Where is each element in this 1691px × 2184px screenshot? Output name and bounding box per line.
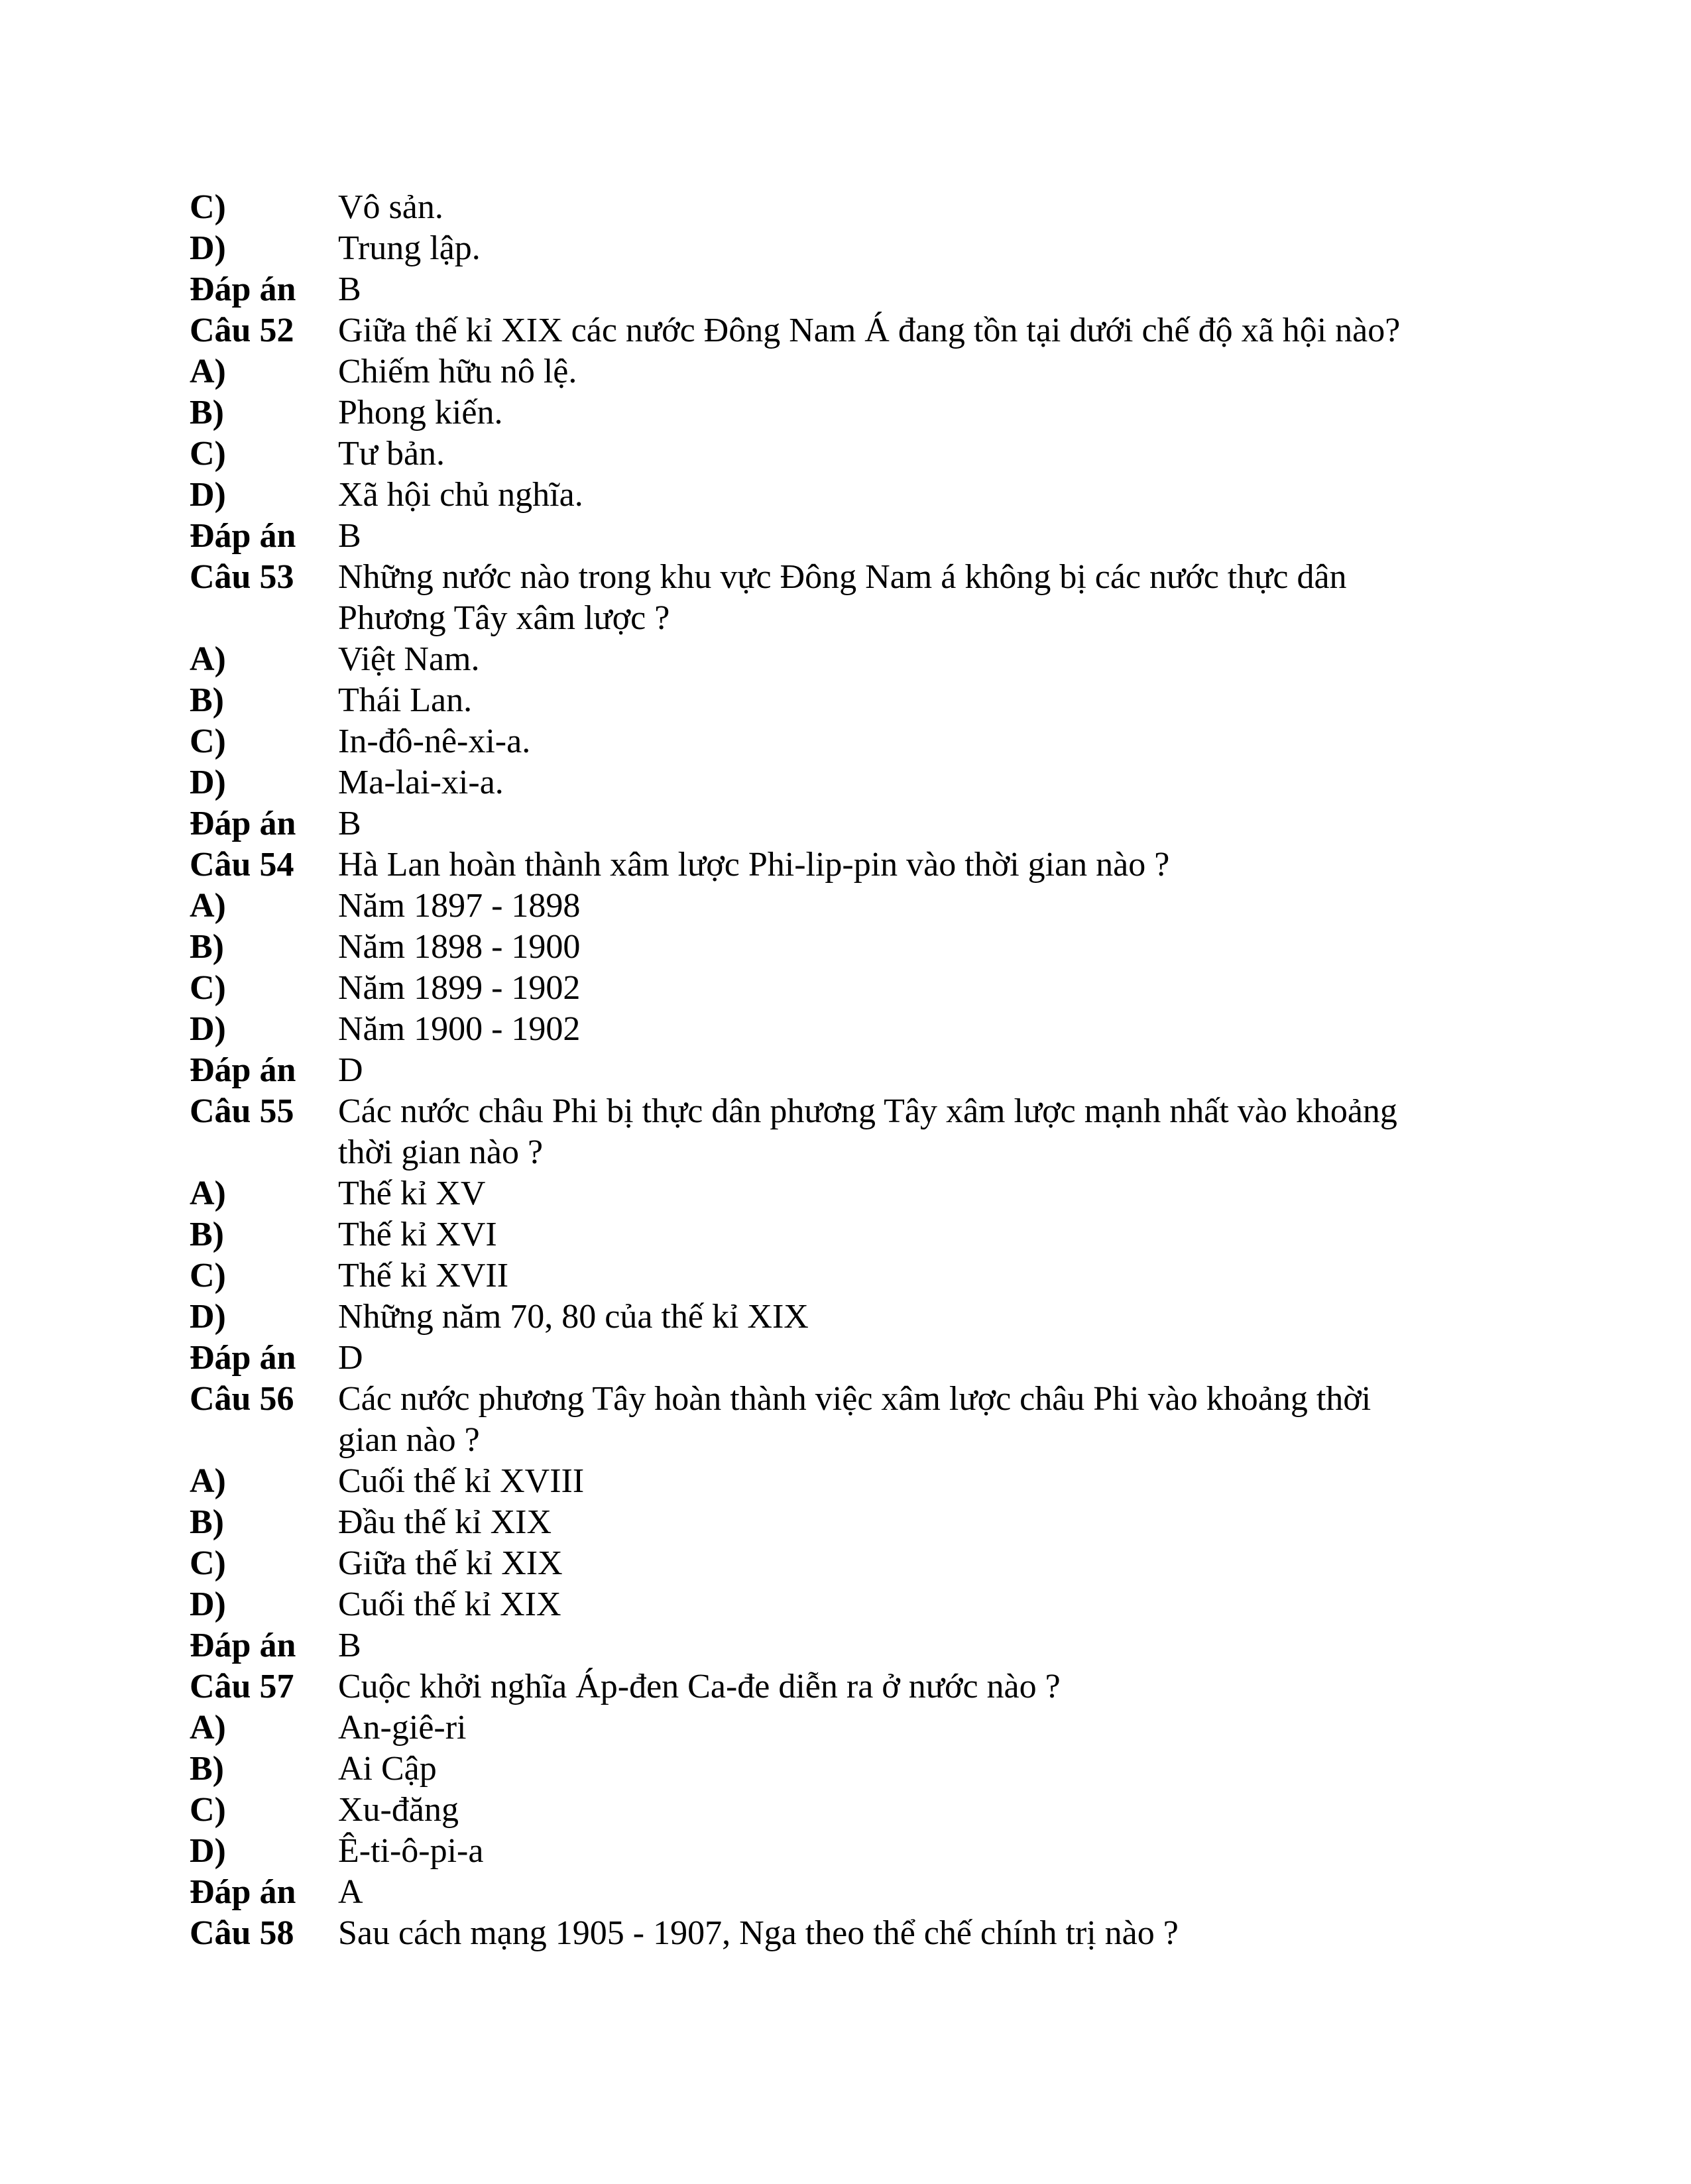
option-label: C) (190, 1791, 226, 1829)
question-text (338, 310, 1489, 351)
option-text (338, 1543, 1489, 1584)
question-text (338, 1666, 1489, 1707)
option-text (338, 1502, 1489, 1543)
option-text (338, 228, 1489, 269)
option-label: B) (190, 681, 224, 719)
text-line: Các nước châu Phi bị thực dân phương Tây xâm lược mạnh nhất vào khoảng (338, 1092, 1397, 1130)
question-label: Câu 55 (190, 1092, 294, 1130)
text-line: Năm 1899 - 1902 (338, 969, 581, 1007)
option-row (190, 1584, 1489, 1625)
answer-text (338, 269, 1489, 310)
option-row (190, 927, 1489, 968)
option-row (190, 351, 1489, 392)
text-line: Những nước nào trong khu vực Đông Nam á không bị các nước thực dân (338, 558, 1347, 596)
text-line: B (338, 805, 361, 842)
option-label: D) (190, 1585, 226, 1623)
text-line: An-giê-ri (338, 1709, 467, 1747)
option-row (190, 968, 1489, 1009)
text-line: Việt Nam. (338, 640, 480, 678)
text-line: Giữa thế kỉ XIX các nước Đông Nam Á đang tồn tại dưới chế độ xã hội nào? (338, 312, 1401, 349)
option-label: B) (190, 394, 224, 431)
option-text (338, 927, 1489, 968)
option-label: D) (190, 229, 226, 267)
option-row (190, 886, 1489, 927)
option-row (190, 1173, 1489, 1214)
question-row (190, 1091, 1489, 1173)
text-line: Cuối thế kỉ XIX (338, 1585, 561, 1623)
text-line: B (338, 1627, 361, 1664)
answer-row (190, 516, 1489, 557)
question-row (190, 1666, 1489, 1707)
text-line: Ma-lai-xi-a. (338, 764, 504, 801)
answer-text (338, 516, 1489, 557)
text-line: Thế kỉ XVII (338, 1257, 509, 1294)
option-text (338, 1831, 1489, 1872)
text-line: Thái Lan. (338, 681, 473, 719)
option-row (190, 228, 1489, 269)
option-text (338, 639, 1489, 680)
question-row (190, 1913, 1489, 1954)
option-label: A) (190, 353, 226, 390)
option-text (338, 351, 1489, 392)
option-label: C) (190, 188, 226, 226)
option-text (338, 762, 1489, 803)
option-row (190, 1461, 1489, 1502)
text-line: D (338, 1339, 363, 1377)
option-label: B) (190, 1216, 224, 1253)
text-line: Xã hội chủ nghĩa. (338, 476, 583, 514)
option-text (338, 680, 1489, 721)
option-label: A) (190, 1175, 226, 1212)
question-row (190, 844, 1489, 886)
answer-text (338, 1338, 1489, 1379)
option-text (338, 1707, 1489, 1749)
option-label: B) (190, 1750, 224, 1788)
option-row (190, 1790, 1489, 1831)
question-label: Câu 56 (190, 1380, 294, 1418)
text-line: Thế kỉ XVI (338, 1216, 497, 1253)
question-text (338, 557, 1489, 639)
text-line: gian nào ? (338, 1421, 480, 1459)
question-text (338, 1379, 1489, 1461)
option-label: D) (190, 764, 226, 801)
option-label: C) (190, 435, 226, 473)
option-label: A) (190, 640, 226, 678)
text-line: Đầu thế kỉ XIX (338, 1503, 552, 1541)
text-line: Phong kiến. (338, 394, 503, 431)
answer-row (190, 1050, 1489, 1091)
option-row (190, 1831, 1489, 1872)
answer-row (190, 269, 1489, 310)
answer-label: Đáp án (190, 1339, 296, 1377)
answer-label: Đáp án (190, 805, 296, 842)
answer-text (338, 1625, 1489, 1666)
text-line: In-đô-nê-xi-a. (338, 722, 531, 760)
option-row (190, 721, 1489, 762)
question-row (190, 557, 1489, 639)
question-text (338, 844, 1489, 886)
answer-label: Đáp án (190, 270, 296, 308)
option-row (190, 1214, 1489, 1255)
option-label: A) (190, 887, 226, 925)
option-row (190, 1502, 1489, 1543)
text-line: Năm 1900 - 1902 (338, 1010, 581, 1048)
option-text (338, 1584, 1489, 1625)
option-label: C) (190, 1257, 226, 1294)
answer-row (190, 1872, 1489, 1913)
text-line: Phương Tây xâm lược ? (338, 599, 670, 637)
question-text (338, 1091, 1489, 1173)
text-line: Ê-ti-ô-pi-a (338, 1832, 484, 1870)
option-row (190, 475, 1489, 516)
option-label: D) (190, 1832, 226, 1870)
text-line: Năm 1898 - 1900 (338, 928, 581, 966)
text-line: Hà Lan hoàn thành xâm lược Phi-lip-pin vào thời gian nào ? (338, 846, 1170, 884)
text-line: Ai Cập (338, 1750, 437, 1788)
text-line: A (338, 1873, 363, 1911)
question-label: Câu 57 (190, 1668, 294, 1705)
option-text (338, 392, 1489, 433)
answer-text (338, 1872, 1489, 1913)
option-text (338, 1749, 1489, 1790)
option-row (190, 392, 1489, 433)
question-label: Câu 53 (190, 558, 294, 596)
text-line: B (338, 517, 361, 555)
option-text (338, 886, 1489, 927)
answer-label: Đáp án (190, 1873, 296, 1911)
option-text (338, 1173, 1489, 1214)
option-text (338, 1255, 1489, 1296)
option-label: A) (190, 1462, 226, 1500)
option-text (338, 475, 1489, 516)
option-label: C) (190, 1544, 226, 1582)
text-line: Thế kỉ XV (338, 1175, 486, 1212)
text-line: Năm 1897 - 1898 (338, 887, 581, 925)
option-row (190, 1707, 1489, 1749)
option-text (338, 1009, 1489, 1050)
option-text (338, 1790, 1489, 1831)
option-label: C) (190, 969, 226, 1007)
question-row (190, 310, 1489, 351)
option-row (190, 762, 1489, 803)
option-text (338, 721, 1489, 762)
text-line: D (338, 1051, 363, 1089)
option-row (190, 433, 1489, 475)
option-label: C) (190, 722, 226, 760)
question-text (338, 1913, 1489, 1954)
option-text (338, 1461, 1489, 1502)
text-line: Vô sản. (338, 188, 443, 226)
option-label: D) (190, 476, 226, 514)
answer-row (190, 1625, 1489, 1666)
option-text (338, 1214, 1489, 1255)
answer-text (338, 803, 1489, 844)
question-label: Câu 54 (190, 846, 294, 884)
option-label: B) (190, 1503, 224, 1541)
text-line: Xu-đăng (338, 1791, 459, 1829)
option-label: D) (190, 1298, 226, 1336)
option-row (190, 1009, 1489, 1050)
option-text (338, 433, 1489, 475)
text-line: Cuộc khởi nghĩa Áp-đen Ca-đe diễn ra ở nước nào ? (338, 1668, 1061, 1705)
text-line: Giữa thế kỉ XIX (338, 1544, 563, 1582)
option-row (190, 639, 1489, 680)
option-row (190, 680, 1489, 721)
answer-label: Đáp án (190, 1051, 296, 1089)
option-row (190, 1255, 1489, 1296)
option-text (338, 187, 1489, 228)
text-line: Cuối thế kỉ XVIII (338, 1462, 585, 1500)
text-line: Các nước phương Tây hoàn thành việc xâm lược châu Phi vào khoảng thời (338, 1380, 1371, 1418)
option-label: A) (190, 1709, 226, 1747)
option-row (190, 1749, 1489, 1790)
option-row (190, 1296, 1489, 1338)
text-line: B (338, 270, 361, 308)
question-row (190, 1379, 1489, 1461)
text-line: Sau cách mạng 1905 - 1907, Nga theo thể chế chính trị nào ? (338, 1914, 1179, 1952)
option-text (338, 968, 1489, 1009)
answer-text (338, 1050, 1489, 1091)
text-line: Chiếm hữu nô lệ. (338, 353, 577, 390)
answer-label: Đáp án (190, 1627, 296, 1664)
option-row (190, 1543, 1489, 1584)
answer-row (190, 803, 1489, 844)
text-line: thời gian nào ? (338, 1133, 544, 1171)
text-line: Những năm 70, 80 của thế kỉ XIX (338, 1298, 809, 1336)
option-row (190, 187, 1489, 228)
answer-row (190, 1338, 1489, 1379)
text-line: Trung lập. (338, 229, 481, 267)
question-label: Câu 58 (190, 1914, 294, 1952)
question-label: Câu 52 (190, 312, 294, 349)
option-text (338, 1296, 1489, 1338)
answer-label: Đáp án (190, 517, 296, 555)
option-label: B) (190, 928, 224, 966)
document-page (190, 187, 1489, 1954)
option-label: D) (190, 1010, 226, 1048)
text-line: Tư bản. (338, 435, 445, 473)
